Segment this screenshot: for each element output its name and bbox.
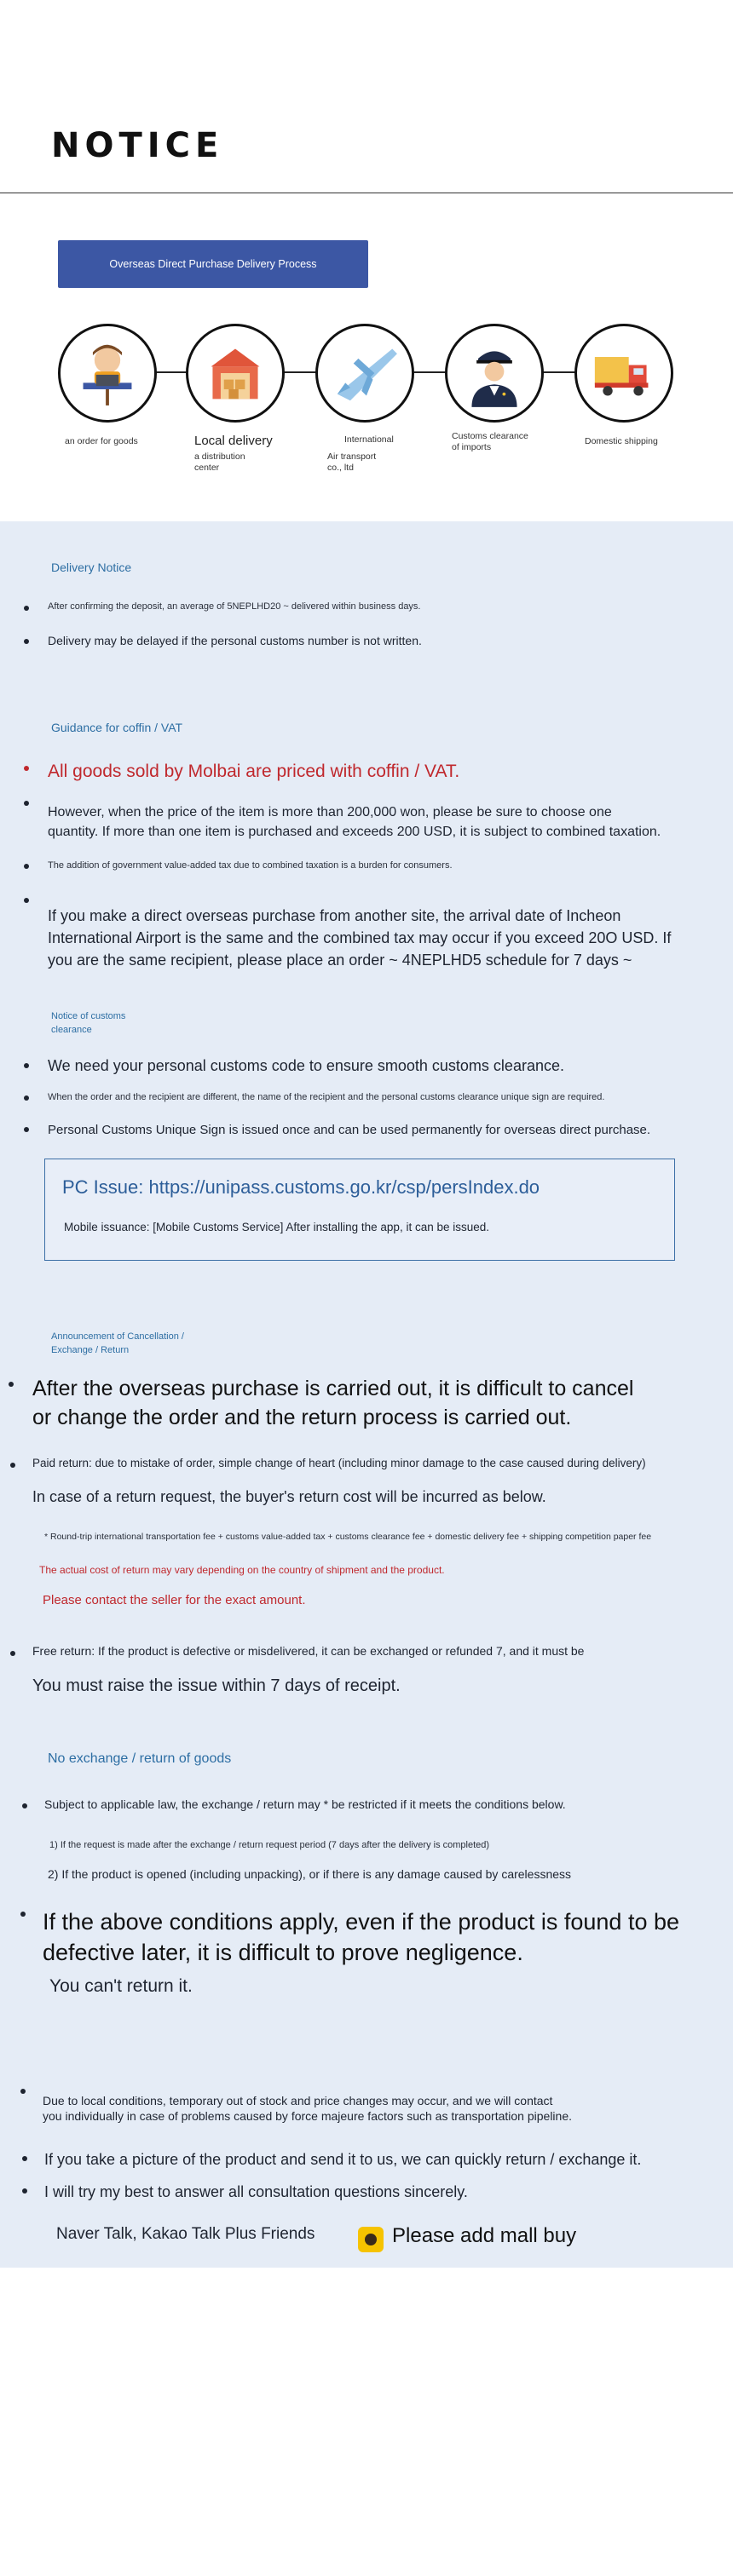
bullet <box>9 1382 14 1387</box>
bullet <box>10 1463 15 1468</box>
bullet <box>24 606 29 611</box>
customs-item: We need your personal customs code to ensure smooth customs clearance. <box>48 1057 564 1074</box>
step-sublabel-distribution: a distribution <box>194 451 245 462</box>
bullet <box>22 1803 27 1808</box>
vat-text-line: International Airport is the same and the combined tax may occur if you exceed 20O USD. If <box>48 929 672 946</box>
messenger-channels-text: Naver Talk, Kakao Talk Plus Friends <box>56 2225 315 2243</box>
airplane-icon <box>315 324 414 423</box>
step-label-local-delivery: Local delivery <box>194 434 273 448</box>
step-label-order: an order for goods <box>65 436 138 446</box>
vat-highlight: All goods sold by Molbai are priced with coffin / VAT. <box>48 762 460 781</box>
mobile-issue-text: Mobile issuance: [Mobile Customs Service] After installing the app, it can be issued. <box>64 1221 489 1233</box>
bullet <box>10 1651 15 1656</box>
bullet <box>22 2188 27 2194</box>
page-title: NOTICE <box>51 126 224 165</box>
customs-item: When the order and the recipient are different, the name of the recipient and the personal customs clearance unique sign are required. <box>48 1092 605 1102</box>
kakao-talk-icon[interactable] <box>358 2227 384 2252</box>
consultation-text: I will try my best to answer all consultation questions sincerely. <box>44 2183 468 2200</box>
step-sublabel-air-transport: Air transport <box>327 451 377 462</box>
process-banner-label: Overseas Direct Purchase Delivery Process <box>109 258 317 270</box>
customs-heading: Notice of customs <box>51 1011 126 1021</box>
person-at-laptop-icon <box>58 324 157 423</box>
bullet <box>24 801 29 806</box>
customs-code-issue-box <box>44 1159 675 1261</box>
bullet <box>20 1912 26 1917</box>
vat-text-line: The addition of government value-added tax due to combined taxation is a burden for consumers. <box>48 860 453 871</box>
bullet <box>22 2156 27 2161</box>
no-exchange-subject: Subject to applicable law, the exchange / return may * be restricted if it meets the conditions below. <box>44 1797 566 1811</box>
cant-return-text: You can't return it. <box>49 1976 193 1996</box>
vat-heading: Guidance for coffin / VAT <box>51 721 183 734</box>
within-7-days-text: You must raise the issue within 7 days of receipt. <box>32 1676 401 1695</box>
paid-return-text: Paid return: due to mistake of order, simple change of heart (including minor damage to the case caused during delivery) <box>32 1457 646 1469</box>
process-banner <box>58 240 368 288</box>
negligence-warning: defective later, it is difficult to prove negligence. <box>43 1940 523 1965</box>
no-exchange-condition: 2) If the product is opened (including unpacking), or if there is any damage caused by carelessness <box>48 1867 572 1881</box>
actual-cost-note: The actual cost of return may vary depending on the country of shipment and the product. <box>39 1564 445 1576</box>
delivery-notice-item: Delivery may be delayed if the personal customs number is not written. <box>48 634 422 647</box>
vat-text-line: If you make a direct overseas purchase from another site, the arrival date of Incheon <box>48 907 621 924</box>
bullet <box>24 898 29 903</box>
bullet <box>24 1095 29 1101</box>
cancellation-lead: After the overseas purchase is carried out, it is difficult to cancel <box>32 1377 634 1400</box>
customs-item: Personal Customs Unique Sign is issued once and can be used permanently for overseas direct purchase. <box>48 1123 651 1137</box>
pc-issue-link[interactable]: PC Issue: https://unipass.customs.go.kr/csp/persIndex.do <box>62 1176 540 1198</box>
step-label-international: International <box>344 434 394 445</box>
cancellation-heading: Announcement of Cancellation / <box>51 1331 184 1342</box>
contact-seller-note: Please contact the seller for the exact amount. <box>43 1593 306 1607</box>
step-sublabel-company: co., ltd <box>327 463 354 473</box>
no-exchange-heading: No exchange / return of goods <box>48 1751 232 1766</box>
cancellation-lead: or change the order and the return process is carried out. <box>32 1406 572 1429</box>
force-majeure-text: you individually in case of problems caused by force majeure factors such as transportation pipeline. <box>43 2109 572 2123</box>
picture-exchange-text: If you take a picture of the product and send it to us, we can quickly return / exchange it. <box>44 2151 642 2168</box>
delivery-notice-heading: Delivery Notice <box>51 561 132 574</box>
warehouse-icon <box>186 324 285 423</box>
step-label-customs: Customs clearance <box>452 431 528 441</box>
bullet <box>24 639 29 644</box>
delivery-notice-item: After confirming the deposit, an average of 5NEPLHD20 ~ delivered within business days. <box>48 601 421 612</box>
delivery-truck-icon <box>574 324 673 423</box>
vat-text-line: quantity. If more than one item is purchased and exceeds 200 USD, it is subject to combined taxation. <box>48 825 661 839</box>
bullet <box>24 766 29 771</box>
bullet <box>24 864 29 869</box>
bullet <box>24 1127 29 1132</box>
bullet <box>20 2089 26 2094</box>
vat-text-line: you are the same recipient, please place an order ~ 4NEPLHD5 schedule for 7 days ~ <box>48 952 632 969</box>
return-cost-text: In case of a return request, the buyer's return cost will be incurred as below. <box>32 1488 546 1505</box>
return-fee-line: * Round-trip international transportation fee + customs value-added tax + customs clearance fee + domestic delivery fee + shipping competition paper fee <box>44 1532 652 1542</box>
step-label-domestic-shipping: Domestic shipping <box>585 436 658 446</box>
free-return-text: Free return: If the product is defective or misdelivered, it can be exchanged or refunded 7, and it must be <box>32 1644 585 1658</box>
no-exchange-condition: 1) If the request is made after the exchange / return request period (7 days after the delivery is completed) <box>49 1840 490 1850</box>
step-sublabel-imports: of imports <box>452 442 492 452</box>
add-mall-label[interactable]: Please add mall buy <box>392 2224 577 2247</box>
bullet <box>24 1063 29 1068</box>
negligence-warning: If the above conditions apply, even if the product is found to be <box>43 1909 679 1935</box>
customs-heading: clearance <box>51 1025 92 1035</box>
vat-text-line: However, when the price of the item is more than 200,000 won, please be sure to choose one <box>48 805 612 819</box>
customs-officer-icon <box>445 324 544 423</box>
force-majeure-text: Due to local conditions, temporary out of stock and price changes may occur, and we will contact <box>43 2094 553 2107</box>
step-sublabel-center: center <box>194 463 220 473</box>
cancellation-heading: Exchange / Return <box>51 1345 130 1355</box>
